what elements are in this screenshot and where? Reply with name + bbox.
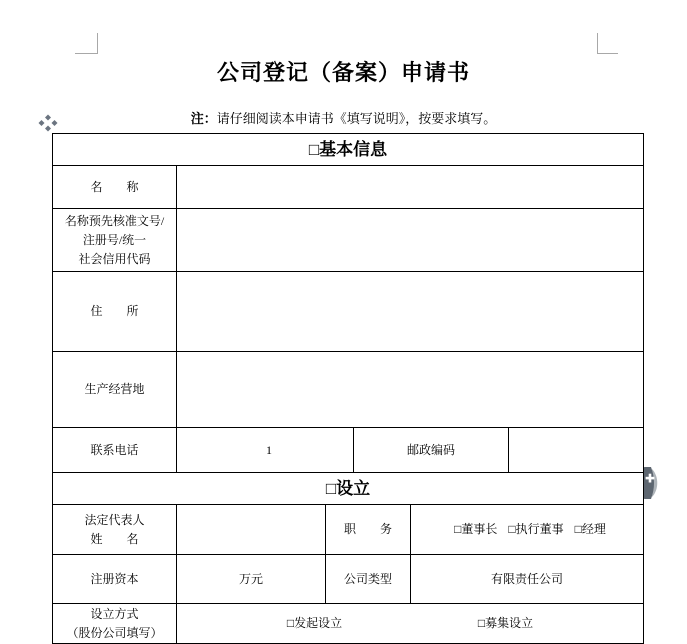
approval-label-line3: 社会信用代码	[78, 251, 151, 266]
page-margin-mark-top-left	[75, 33, 98, 54]
registered-capital-value-cell[interactable]: 万元	[177, 555, 326, 604]
address-value-cell[interactable]	[177, 272, 644, 352]
establishment-header-cell[interactable]: □设立	[53, 473, 644, 505]
position-options-cell	[411, 505, 644, 555]
position-label: 职 务	[326, 505, 411, 555]
instruction-note	[0, 108, 687, 127]
row-approval-number	[53, 209, 644, 272]
page-margin-mark-top-right	[597, 33, 618, 54]
row-legal-representative	[53, 505, 644, 555]
approval-label-line1: 名称预先核准文号/	[64, 213, 165, 228]
address-label: 住 所	[53, 272, 177, 352]
section-header-basic-info	[53, 134, 644, 166]
postal-code-value-cell[interactable]	[509, 428, 644, 473]
contact-phone-label: 联系电话	[53, 428, 177, 473]
row-name	[53, 166, 644, 209]
application-form-table	[52, 133, 644, 644]
production-site-label: 生产经营地	[53, 352, 177, 428]
basic-info-header-cell[interactable]: □基本信息	[53, 134, 644, 166]
production-site-value-cell[interactable]	[177, 352, 644, 428]
note-label: 注：	[190, 111, 217, 126]
note-text: 请仔细阅读本申请书《填写说明》，按要求填写。	[216, 111, 497, 126]
checkbox-option-sponsored-establishment[interactable]: □发起设立	[286, 616, 343, 630]
checkbox-option-executive-director[interactable]: □执行董事	[508, 522, 564, 536]
approval-number-label	[53, 209, 177, 272]
contact-phone-value-cell[interactable]: 1	[177, 428, 354, 473]
method-options	[177, 614, 643, 633]
establishment-method-label	[53, 604, 177, 644]
method-label-line2: （股份公司填写）	[66, 625, 163, 640]
method-label-line1: 设立方式	[90, 606, 139, 621]
section-header-establishment	[53, 473, 644, 505]
table-move-handle-icon[interactable]	[39, 114, 57, 132]
insert-plus-button[interactable]	[643, 465, 661, 501]
checkbox-option-chairman[interactable]: □董事长	[454, 522, 498, 536]
row-contact-phone	[53, 428, 644, 473]
row-establishment-method	[53, 604, 644, 644]
row-registered-capital	[53, 555, 644, 604]
checkbox-option-manager[interactable]: □经理	[574, 522, 606, 536]
postal-code-label: 邮政编码	[354, 428, 509, 473]
page-title: 公司登记（备案）申请书	[216, 60, 470, 85]
legal-rep-name-value-cell[interactable]	[177, 505, 326, 555]
legal-rep-label-line1: 法定代表人	[84, 512, 145, 527]
plus-button-body	[643, 467, 654, 499]
company-type-value-cell[interactable]: 有限责任公司	[411, 555, 644, 604]
establishment-method-options-cell	[177, 604, 644, 644]
legal-rep-label-line2: 姓 名	[90, 531, 139, 546]
registered-capital-label: 注册资本	[53, 555, 177, 604]
approval-label-line2: 注册号/统一	[82, 232, 147, 247]
approval-number-value-cell[interactable]	[177, 209, 644, 272]
row-address	[53, 272, 644, 352]
company-type-label: 公司类型	[326, 555, 411, 604]
legal-rep-label	[53, 505, 177, 555]
checkbox-option-fundraising-establishment[interactable]: □募集设立	[477, 616, 534, 630]
name-value-cell[interactable]	[177, 166, 644, 209]
name-label: 名 称	[53, 166, 177, 209]
row-production-site	[53, 352, 644, 428]
